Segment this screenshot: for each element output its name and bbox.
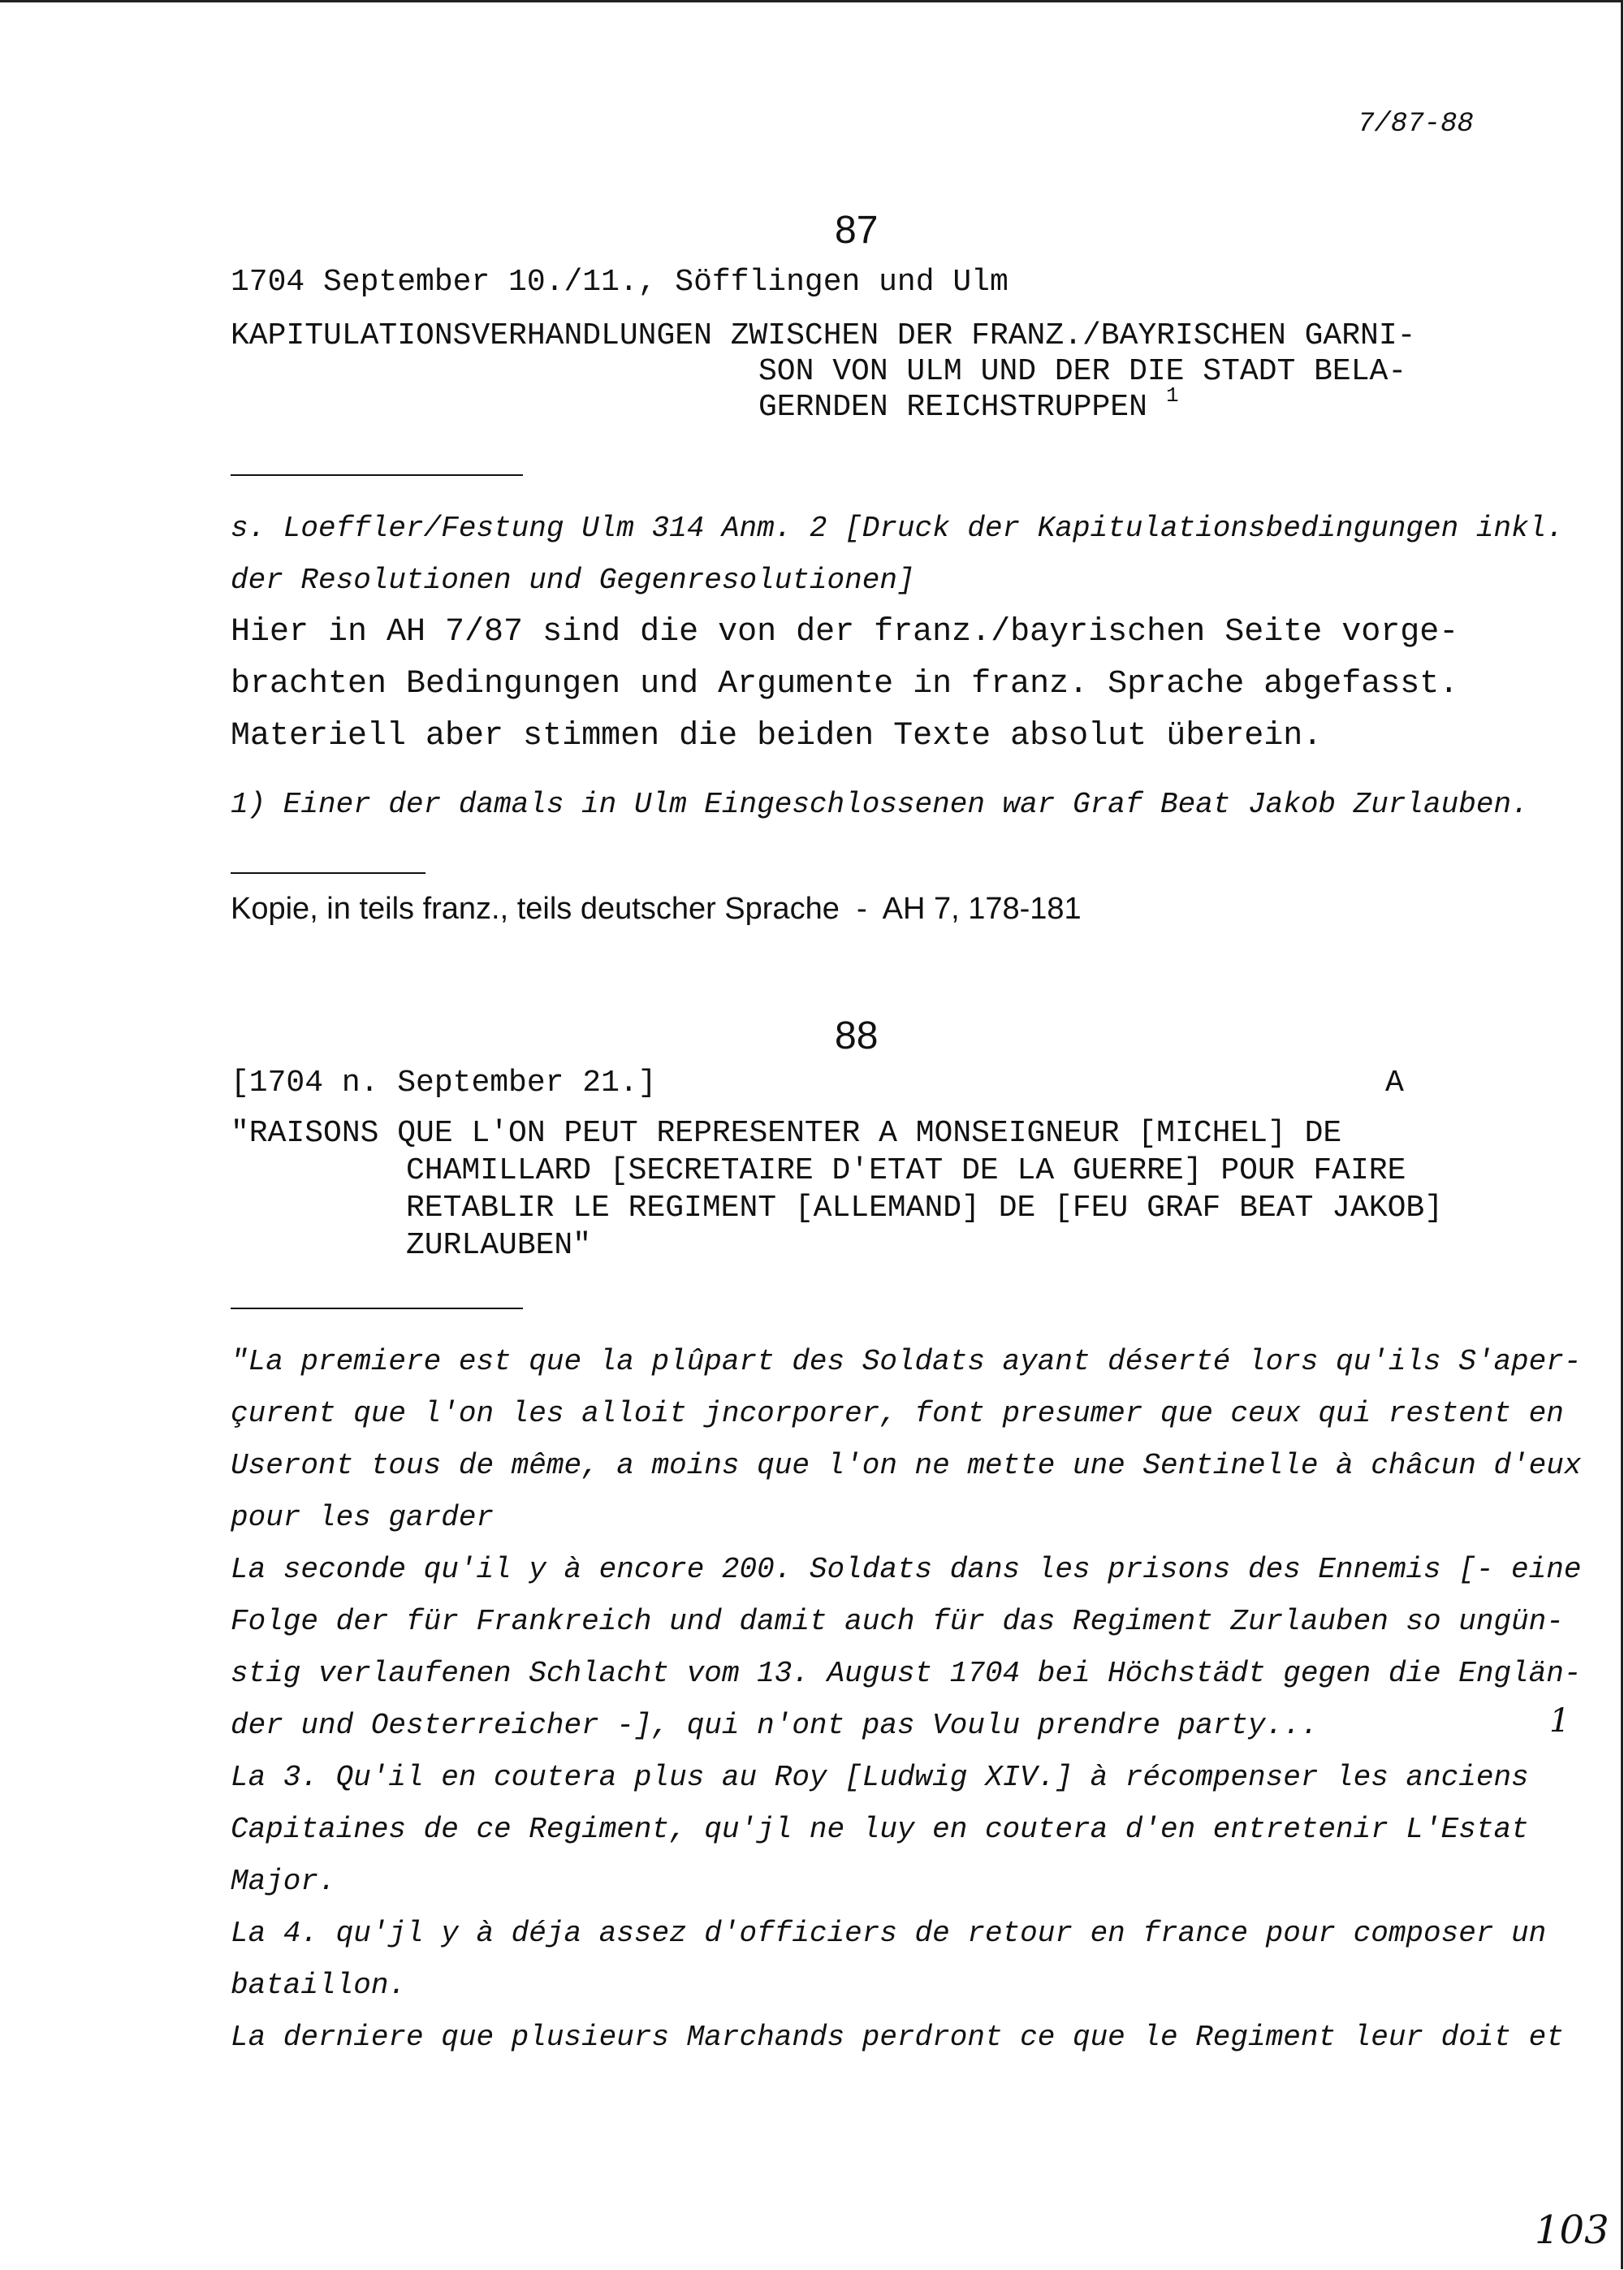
doc87-title-line-1: KAPITULATIONSVERHANDLUNGEN ZWISCHEN DER FRANZ./BAYRISCHEN GARNI-: [231, 318, 1416, 353]
doc88-title-line-1: "RAISONS QUE L'ON PEUT REPRESENTER A MONSEIGNEUR [MICHEL] DE: [231, 1116, 1342, 1151]
page-reference: 7/87-88: [1358, 109, 1474, 140]
doc87-copy-note: Kopie, in teils franz., teils deutscher Sprache - AH 7, 178-181: [231, 892, 1082, 926]
doc87-literature-line-2: der Resolutionen und Gegenresolutionen]: [231, 564, 915, 597]
doc88-text-line-11: Major.: [231, 1865, 336, 1898]
doc88-text-line-5: La seconde qu'il y à encore 200. Soldats dans les prisons des Ennemis [- eine: [231, 1553, 1582, 1586]
doc88-text-line-10: Capitaines de ce Regiment, qu'jl ne luy en coutera d'en entretenir L'Estat: [231, 1813, 1529, 1846]
doc88-date: [1704 n. September 21.]: [231, 1066, 657, 1100]
doc87-title-line-2: SON VON ULM UND DER DIE STADT BELA-: [758, 354, 1407, 389]
doc88-text-line-1: "La premiere est que la plûpart des Soldats ayant déserté lors qu'ils S'aper-: [231, 1345, 1582, 1378]
doc88-text-line-7: stig verlaufenen Schlacht vom 13. August 1704 bei Höchstädt gegen die Englän-: [231, 1657, 1582, 1690]
section-divider: [231, 474, 523, 476]
margin-mark: 1: [1549, 1702, 1570, 1740]
doc87-title-line-3: GERNDEN REICHSTRUPPEN: [758, 390, 1147, 425]
doc87-footnote: 1) Einer der damals in Ulm Eingeschlossenen war Graf Beat Jakob Zurlauben.: [231, 788, 1529, 821]
doc87-note-line-1: Hier in AH 7/87 sind die von der franz./bayrischen Seite vorge-: [231, 614, 1459, 651]
doc88-text-line-12: La 4. qu'jl y à déja assez d'officiers de retour en france pour composer un: [231, 1917, 1547, 1950]
section-divider: [231, 1308, 523, 1309]
doc88-text-line-2: çurent que l'on les alloit jncorporer, font presumer que ceux qui restent en: [231, 1397, 1564, 1430]
doc87-footnote-ref: 1: [1166, 383, 1179, 408]
doc88-title-line-2: CHAMILLARD [SECRETAIRE D'ETAT DE LA GUERRE] POUR FAIRE: [406, 1153, 1406, 1188]
doc88-text-line-8: der und Oesterreicher -], qui n'ont pas Voulu prendre party...: [231, 1709, 1319, 1742]
section-divider: [231, 872, 425, 874]
doc88-title-line-4: ZURLAUBEN": [406, 1228, 592, 1263]
doc88-text-line-13: bataillon.: [231, 1969, 407, 2002]
doc88-text-line-14: La derniere que plusieurs Marchands perdront ce que le Regiment leur doit et: [231, 2021, 1564, 2054]
doc88-text-line-4: pour les garder: [231, 1501, 495, 1534]
doc88-number: 88: [835, 1014, 879, 1057]
doc87-note-line-2: brachten Bedingungen und Argumente in franz. Sprache abgefasst.: [231, 666, 1459, 703]
doc88-text-line-9: La 3. Qu'il en coutera plus au Roy [Ludwig XIV.] à récompenser les anciens: [231, 1761, 1529, 1794]
doc87-literature-line-1: s. Loeffler/Festung Ulm 314 Anm. 2 [Druck der Kapitulationsbedingungen inkl.: [231, 512, 1564, 545]
doc88-text-line-3: Useront tous de même, a moins que l'on ne mette une Sentinelle à châcun d'eux: [231, 1449, 1582, 1482]
doc87-note-line-3: Materiell aber stimmen die beiden Texte absolut überein.: [231, 718, 1323, 755]
doc88-title-line-3: RETABLIR LE REGIMENT [ALLEMAND] DE [FEU GRAF BEAT JAKOB]: [406, 1191, 1444, 1226]
doc87-number: 87: [835, 209, 879, 252]
doc88-text-line-6: Folge der für Frankreich und damit auch für das Regiment Zurlauben so ungün-: [231, 1605, 1564, 1638]
doc88-letter: A: [1385, 1066, 1404, 1100]
doc87-date-place: 1704 September 10./11., Söfflingen und Ulm: [231, 265, 1009, 300]
folio-number: 103: [1535, 2207, 1609, 2253]
